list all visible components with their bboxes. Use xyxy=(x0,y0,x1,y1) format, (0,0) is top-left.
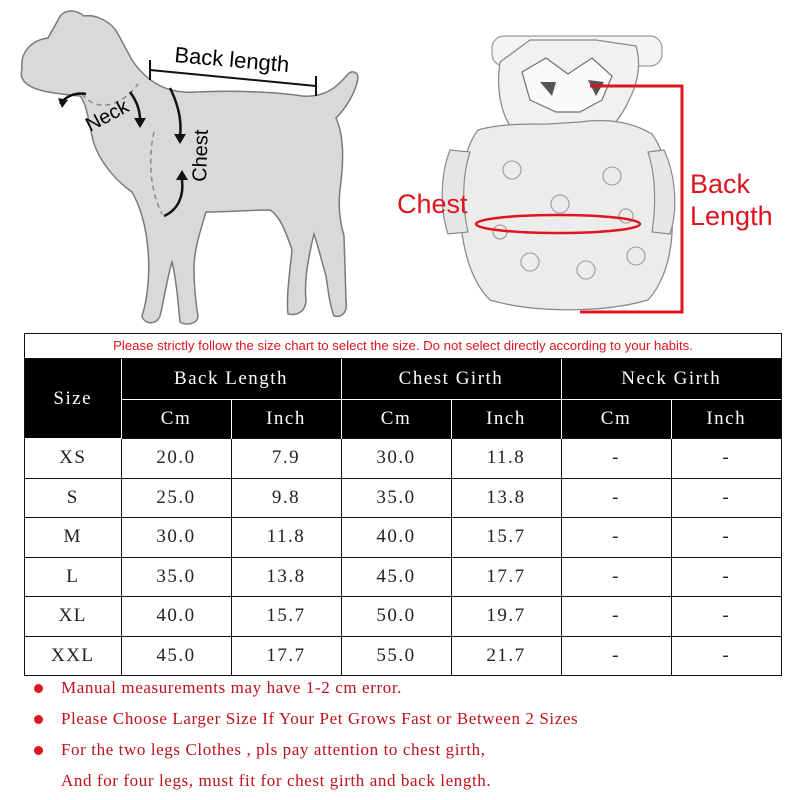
table-cell: 17.7 xyxy=(231,636,341,675)
table-cell: - xyxy=(561,557,671,597)
unit-header: Inch xyxy=(451,400,561,439)
table-cell: - xyxy=(671,557,781,597)
note-item xyxy=(30,674,790,705)
size-cell: XXL xyxy=(25,636,121,675)
size-column-header: Size xyxy=(25,359,121,439)
unit-header: Inch xyxy=(231,400,341,439)
back-length-line xyxy=(150,70,316,86)
table-cell: - xyxy=(561,636,671,675)
table-cell: 35.0 xyxy=(121,557,231,597)
bullet-icon xyxy=(34,684,43,693)
table-cell: 15.7 xyxy=(451,518,561,558)
hoodie-illustration xyxy=(442,36,675,310)
table-cell: - xyxy=(671,636,781,675)
table-cell: - xyxy=(561,518,671,558)
unit-header: Cm xyxy=(561,400,671,439)
size-cell: L xyxy=(25,557,121,597)
table-row xyxy=(25,636,781,675)
note-text: And for four legs, must fit for chest girth and back length. xyxy=(61,771,492,790)
group-header-neck-girth: Neck Girth xyxy=(561,359,781,400)
table-row xyxy=(25,478,781,518)
table-cell: 55.0 xyxy=(341,636,451,675)
size-cell: S xyxy=(25,478,121,518)
table-row xyxy=(25,439,781,479)
note-text: Manual measurements may have 1-2 cm error. xyxy=(61,678,403,697)
table-cell: - xyxy=(561,439,671,479)
table-cell: 45.0 xyxy=(121,636,231,675)
table-cell: - xyxy=(671,597,781,637)
table-cell: 35.0 xyxy=(341,478,451,518)
hoodie-chest-label: Chest xyxy=(397,189,468,219)
table-cell: 11.8 xyxy=(231,518,341,558)
table-cell: 40.0 xyxy=(341,518,451,558)
table-row xyxy=(25,597,781,637)
table-cell: 50.0 xyxy=(341,597,451,637)
group-header-back-length: Back Length xyxy=(121,359,341,400)
table-cell: 19.7 xyxy=(451,597,561,637)
size-cell: XS xyxy=(25,439,121,479)
size-table xyxy=(25,359,781,675)
table-cell: 45.0 xyxy=(341,557,451,597)
table-cell: - xyxy=(671,478,781,518)
table-cell: 25.0 xyxy=(121,478,231,518)
table-cell: - xyxy=(671,518,781,558)
note-item xyxy=(30,705,790,736)
measurement-illustration xyxy=(0,0,800,330)
unit-header: Inch xyxy=(671,400,781,439)
size-cell: M xyxy=(25,518,121,558)
chest-label: Chest xyxy=(189,129,213,183)
note-text: Please Choose Larger Size If Your Pet Grows Fast or Between 2 Sizes xyxy=(61,709,579,728)
bullet-icon xyxy=(34,746,43,755)
note-item-continuation xyxy=(30,767,790,798)
table-cell: 7.9 xyxy=(231,439,341,479)
table-row xyxy=(25,518,781,558)
group-header-chest-girth: Chest Girth xyxy=(341,359,561,400)
table-cell: 15.7 xyxy=(231,597,341,637)
neck-label: Neck xyxy=(82,95,133,137)
size-chart xyxy=(24,333,782,676)
table-cell: 13.8 xyxy=(231,557,341,597)
table-cell: - xyxy=(561,597,671,637)
unit-header: Cm xyxy=(341,400,451,439)
bullet-icon xyxy=(34,715,43,724)
hoodie-back-length-label: Back Length xyxy=(690,169,773,231)
note-item xyxy=(30,736,790,767)
size-cell: XL xyxy=(25,597,121,637)
back-length-label: Back length xyxy=(173,42,291,78)
table-cell: 40.0 xyxy=(121,597,231,637)
table-cell: 11.8 xyxy=(451,439,561,479)
table-cell: 30.0 xyxy=(121,518,231,558)
table-cell: 9.8 xyxy=(231,478,341,518)
note-text: For the two legs Clothes , pls pay attention to chest girth, xyxy=(61,740,486,759)
table-cell: 30.0 xyxy=(341,439,451,479)
size-chart-notice: Please strictly follow the size chart to select the size. Do not select directly according to your habits. xyxy=(25,334,781,359)
table-cell: - xyxy=(561,478,671,518)
table-cell: - xyxy=(671,439,781,479)
dog-diagram xyxy=(0,0,800,330)
table-cell: 13.8 xyxy=(451,478,561,518)
table-cell: 17.7 xyxy=(451,557,561,597)
table-cell: 21.7 xyxy=(451,636,561,675)
unit-header: Cm xyxy=(121,400,231,439)
table-row xyxy=(25,557,781,597)
table-cell: 20.0 xyxy=(121,439,231,479)
notes-list xyxy=(30,674,790,798)
